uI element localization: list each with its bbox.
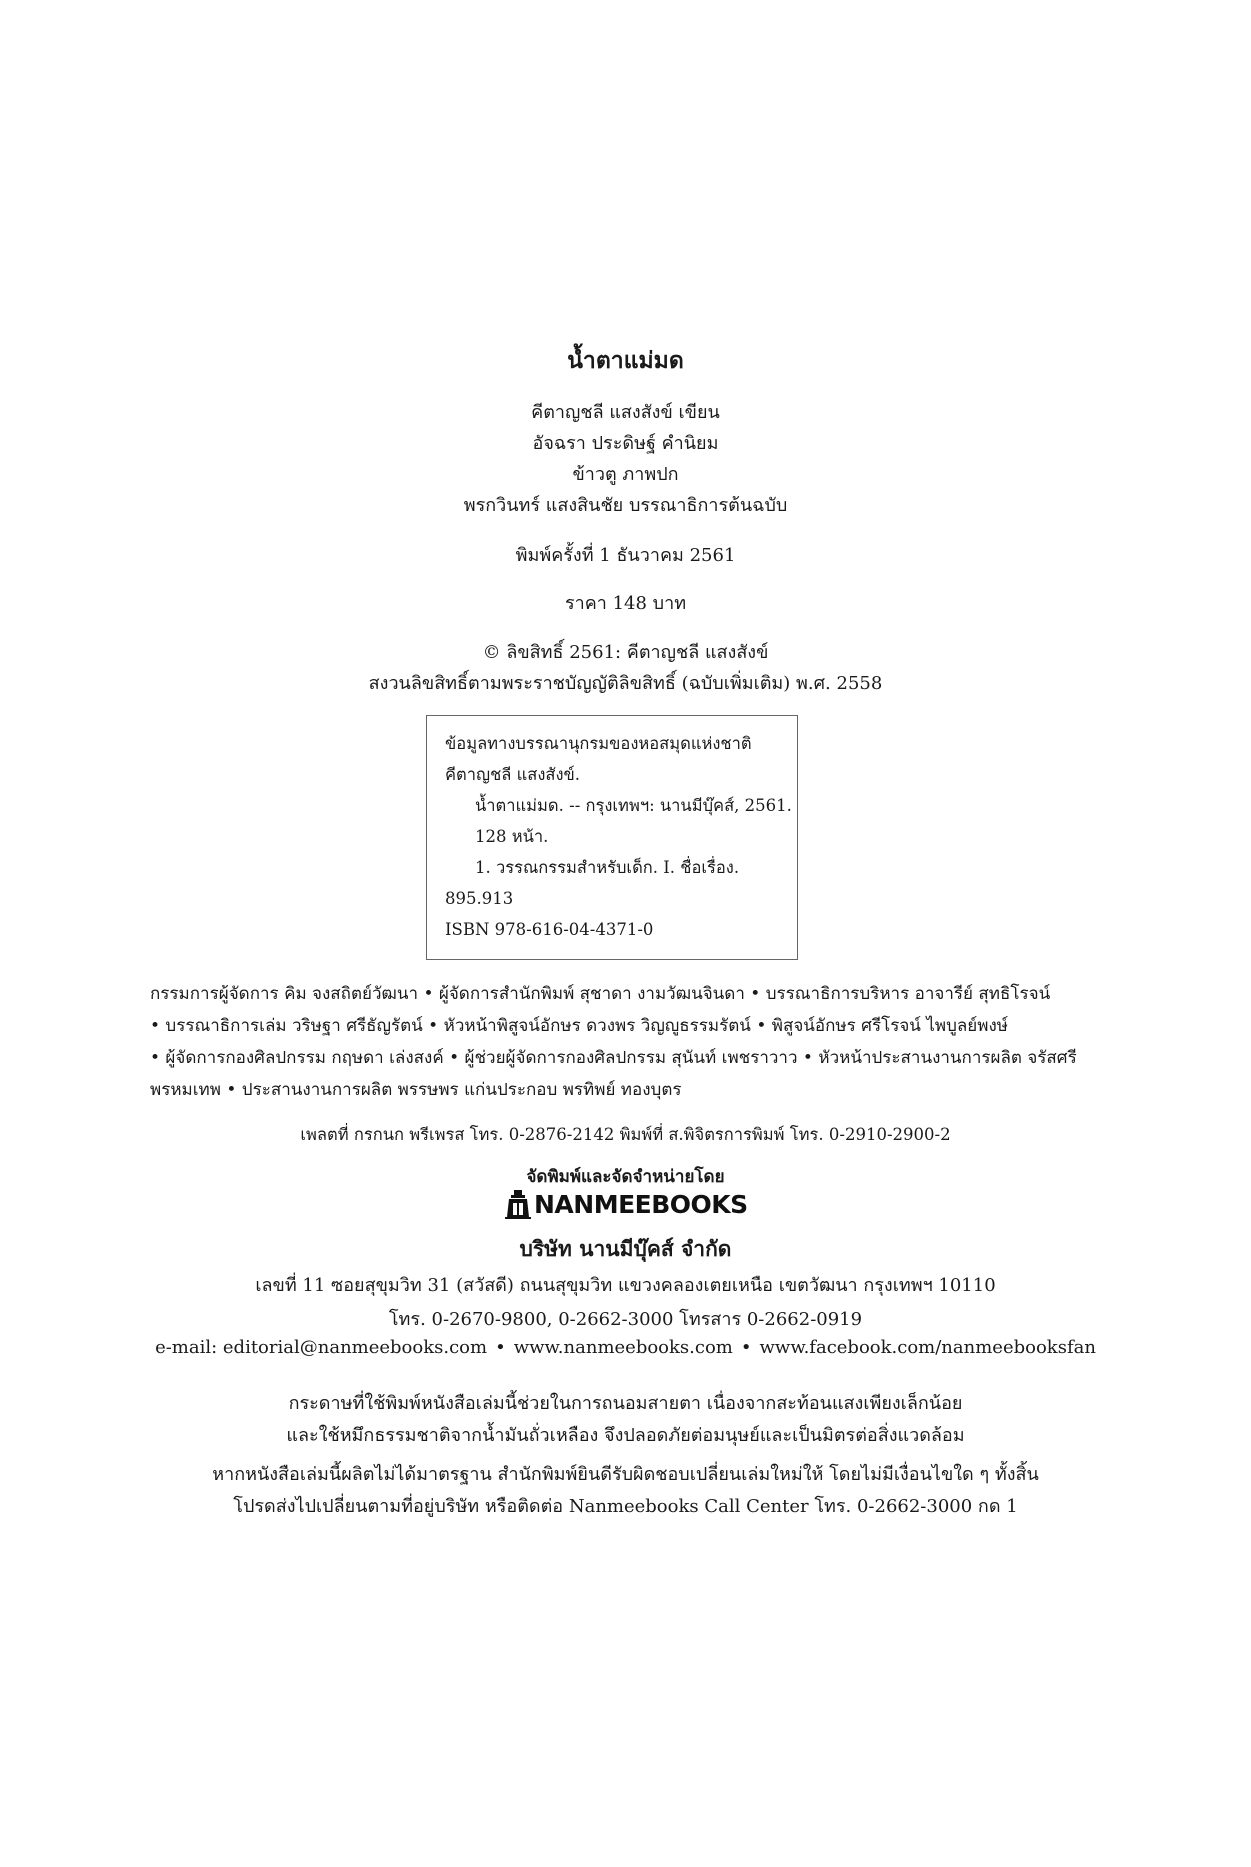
company-address: เลขที่ 11 ซอยสุขุมวิท 31 (สวัสดี) ถนนสุขุมวิท แขวงคลองเตยเหนือ เขตวัฒนา กรุงเทพฯ 10110 xyxy=(255,1275,996,1296)
website-link[interactable]: www.nanmeebooks.com xyxy=(513,1337,733,1358)
book-title: น้ำตาแม่มด xyxy=(567,348,684,374)
cip-catalog-box xyxy=(426,715,798,960)
separator-dot: • xyxy=(740,1337,752,1358)
cip-title-line: น้ำตาแม่มด. -- กรุงเทพฯ: นานมีบุ๊คส์, 2561. xyxy=(475,796,792,815)
credit-cover-art: ข้าวตู ภาพปก xyxy=(572,464,679,485)
price-line: ราคา 148 บาท xyxy=(564,593,687,614)
credit-foreword: อัจฉรา ประดิษฐ์ คำนิยม xyxy=(532,433,719,454)
return-policy-line: โปรดส่งไปเปลี่ยนตามที่อยู่บริษัท หรือติดต่อ Nanmeebooks Call Center โทร. 0-2662-3000 กด 1 xyxy=(233,1496,1018,1517)
staff-line: พรหมเทพ • ประสานงานการผลิต พรรษพร แก่นประกอบ พรทิพย์ ทองบุตร xyxy=(150,1080,682,1100)
contact-line xyxy=(0,1337,1251,1358)
edition-line: พิมพ์ครั้งที่ 1 ธันวาคม 2561 xyxy=(515,545,736,566)
cip-isbn: ISBN 978-616-04-4371-0 xyxy=(445,920,654,939)
publisher-logo-text: NANMEEBOOKS xyxy=(534,1189,748,1219)
nanmeebooks-logo-icon xyxy=(505,1189,531,1219)
staff-line: • บรรณาธิการเล่ม วริษฐา ศรีธัญรัตน์ • หัวหน้าพิสูจน์อักษร ดวงพร วิญญูธรรมรัตน์ • พิสูจน์อักษร ศรีโรจน์ ไพบูลย์พงษ์ xyxy=(150,1016,1008,1036)
staff-credits xyxy=(150,978,1110,1106)
credit-editor: พรกวินทร์ แสงสินชัย บรรณาธิการต้นฉบับ xyxy=(463,495,788,516)
credit-author: คีตาญชลี แสงสังข์ เขียน xyxy=(531,402,720,423)
copyright-line: © ลิขสิทธิ์ 2561: คีตาญชลี แสงสังข์ xyxy=(482,642,769,663)
paper-note-line: กระดาษที่ใช้พิมพ์หนังสือเล่มนี้ช่วยในการถนอมสายตา เนื่องจากสะท้อนแสงเพียงเล็กน้อย xyxy=(288,1393,963,1414)
paper-note-line: และใช้หมึกธรรมชาติจากน้ำมันถั่วเหลือง จึงปลอดภัยต่อมนุษย์และเป็นมิตรต่อสิ่งแวดล้อม xyxy=(286,1425,965,1446)
plate-print-line: เพลตที่ กรกนก พรีเพรส โทร. 0-2876-2142 พิมพ์ที่ ส.พิจิตรการพิมพ์ โทร. 0-2910-2900-2 xyxy=(300,1125,951,1144)
company-name: บริษัท นานมีบุ๊คส์ จำกัด xyxy=(519,1237,732,1261)
return-policy-line: หากหนังสือเล่มนี้ผลิตไม่ได้มาตรฐาน สำนักพิมพ์ยินดีรับผิดชอบเปลี่ยนเล่มใหม่ให้ โดยไม่มีเงื่อนไขใด ๆ ทั้งสิ้น xyxy=(212,1464,1039,1485)
distributed-by-heading: จัดพิมพ์และจัดจำหน่ายโดย xyxy=(526,1167,725,1187)
publisher-logo xyxy=(505,1188,748,1220)
cip-author: คีตาญชลี แสงสังข์. xyxy=(445,765,581,784)
copyright-act-line: สงวนลิขสิทธิ์ตามพระราชบัญญัติลิขสิทธิ์ (ฉบับเพิ่มเติม) พ.ศ. 2558 xyxy=(368,673,883,694)
cip-class-number: 895.913 xyxy=(445,889,514,908)
staff-line: • ผู้จัดการกองศิลปกรรม กฤษดา เล่งสงค์ • ผู้ช่วยผู้จัดการกองศิลปกรรม สุนันท์ เพชราวาว • หัวหน้าประสานงานการผลิต จรัสศรี xyxy=(150,1048,1077,1068)
company-phone: โทร. 0-2670-9800, 0-2662-3000 โทรสาร 0-2662-0919 xyxy=(388,1309,863,1330)
staff-line: กรรมการผู้จัดการ คิม จงสถิตย์วัฒนา • ผู้จัดการสำนักพิมพ์ สุชาดา งามวัฒนจินดา • บรรณาธิการบริหาร อาจารีย์ สุทธิโรจน์ xyxy=(150,984,1051,1004)
cip-heading: ข้อมูลทางบรรณานุกรมของหอสมุดแห่งชาติ xyxy=(445,734,752,753)
facebook-link[interactable]: www.facebook.com/nanmeebooksfan xyxy=(759,1337,1096,1358)
separator-dot: • xyxy=(495,1337,506,1358)
cip-pages: 128 หน้า. xyxy=(475,827,549,846)
cip-subject: 1. วรรณกรรมสำหรับเด็ก. I. ชื่อเรื่อง. xyxy=(475,858,740,877)
email-link[interactable]: e-mail: editorial@nanmeebooks.com xyxy=(155,1337,488,1358)
